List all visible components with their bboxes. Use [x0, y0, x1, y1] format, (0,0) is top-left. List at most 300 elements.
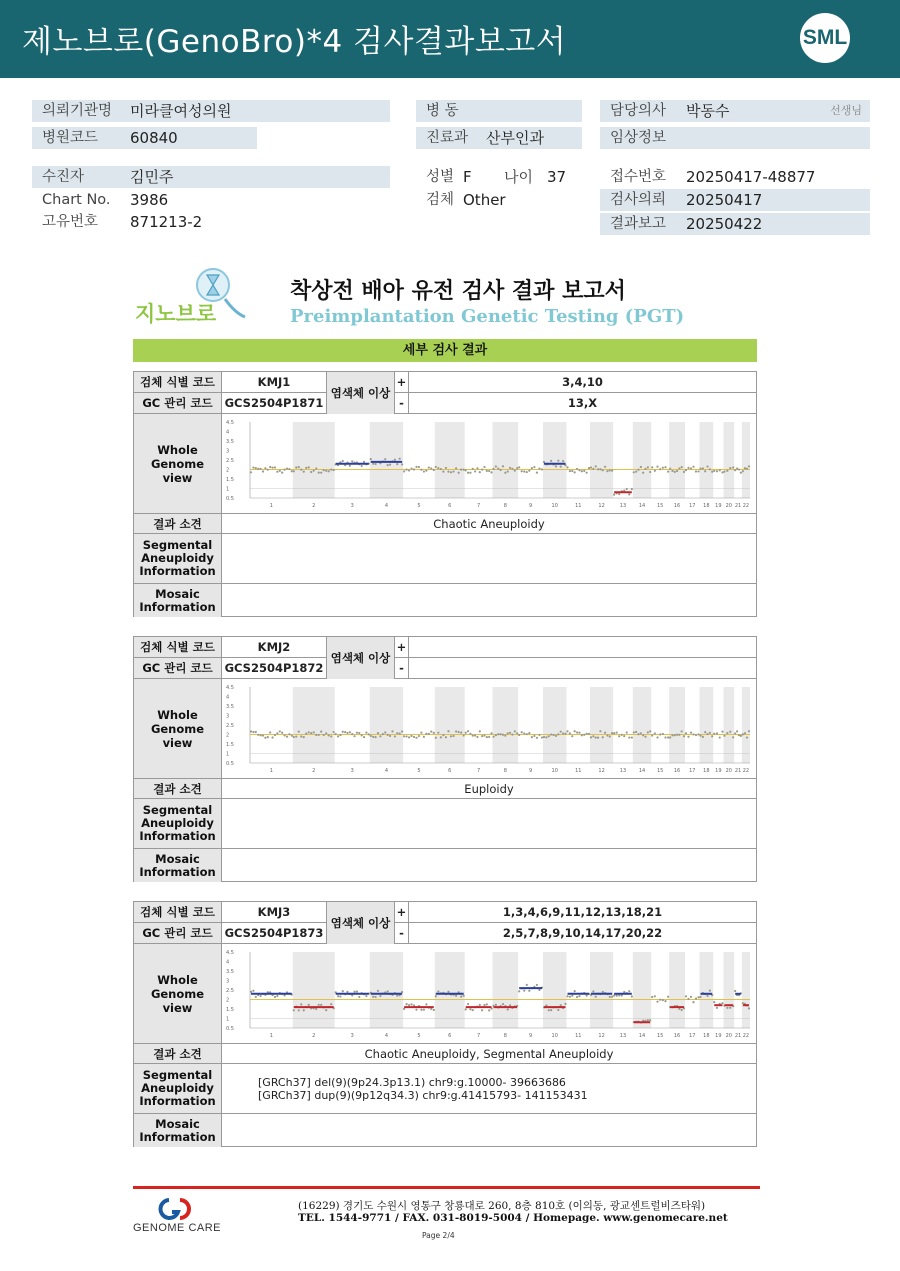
whole-genome-label: Whole Genome view — [134, 679, 222, 778]
copy-number-point — [533, 466, 535, 468]
doctor-field — [600, 100, 870, 122]
copy-number-point — [571, 735, 573, 737]
chromosome-band — [742, 422, 750, 498]
copy-number-point — [460, 469, 462, 471]
gc-code-row — [134, 393, 756, 414]
y-tick-label: 1.5 — [226, 742, 234, 748]
copy-number-point — [604, 466, 606, 468]
copy-number-point — [723, 471, 725, 473]
x-tick-label: 15 — [656, 768, 664, 774]
copy-number-point — [742, 1002, 744, 1004]
receipt-label: 접수번호 — [610, 169, 667, 185]
segmental-value — [222, 1064, 756, 1113]
chromosome-band — [700, 687, 714, 763]
copy-number-point — [286, 736, 288, 738]
copy-number-point — [481, 735, 483, 737]
copy-number-point — [748, 730, 750, 732]
x-tick-label: 11 — [575, 1033, 582, 1039]
copy-number-point — [671, 734, 673, 736]
copy-number-point — [676, 470, 678, 472]
copy-number-point — [425, 733, 427, 735]
copy-number-point — [560, 1004, 562, 1006]
copy-number-point — [271, 466, 273, 468]
copy-number-point — [609, 735, 611, 737]
copy-number-point — [695, 734, 697, 736]
doctor-honorific: 선생님 — [830, 104, 862, 117]
report-date-label: 결과보고 — [610, 216, 667, 232]
copy-number-point — [586, 995, 588, 997]
age-label: 나이 — [504, 168, 533, 186]
uid-value: 871213-2 — [130, 213, 203, 231]
y-tick-label: 2.5 — [226, 988, 234, 994]
copy-number-point — [740, 472, 742, 474]
copy-number-point — [721, 471, 723, 473]
x-tick-label: 18 — [703, 768, 710, 774]
copy-number-point — [692, 466, 694, 468]
copy-number-point — [555, 735, 557, 737]
copy-number-point — [365, 995, 367, 997]
copy-number-point — [318, 734, 320, 736]
copy-number-point — [576, 731, 578, 733]
copy-number-point — [288, 468, 290, 470]
copy-number-point — [528, 732, 530, 734]
copy-number-point — [291, 470, 293, 472]
copy-number-point — [442, 734, 444, 736]
copy-number-point — [595, 465, 597, 467]
segmental-value — [222, 534, 756, 583]
copy-number-point — [315, 467, 317, 469]
copy-number-point — [374, 736, 376, 738]
copy-number-point — [365, 731, 367, 733]
x-tick-label: 8 — [503, 768, 507, 774]
y-tick-label: 2 — [226, 997, 230, 1004]
copy-number-point — [583, 470, 585, 472]
copy-number-point — [704, 470, 706, 472]
copy-number-point — [502, 734, 504, 736]
copy-number-point — [420, 732, 422, 734]
chromosome-band — [370, 687, 403, 763]
result-value: Chaotic Aneuploidy — [433, 516, 545, 531]
copy-number-point — [428, 466, 430, 468]
x-tick-label: 2 — [312, 768, 316, 774]
copy-number-point — [595, 737, 597, 739]
chromosome-band — [543, 687, 567, 763]
ward-label: 병 동 — [426, 103, 459, 119]
copy-number-point — [500, 469, 502, 471]
gain-chromosomes: 1,3,4,6,9,11,12,13,18,21 — [502, 905, 663, 919]
copy-number-point — [264, 737, 266, 739]
copy-number-point — [656, 736, 658, 738]
gain-sign: + — [395, 902, 409, 922]
x-tick-label: 10 — [551, 768, 558, 774]
chromosome-band — [293, 952, 335, 1028]
copy-number-point — [353, 991, 355, 993]
copy-number-point — [410, 467, 412, 469]
genobro-logo — [135, 265, 247, 325]
copy-number-point — [526, 984, 528, 986]
copy-number-point — [313, 731, 315, 733]
copy-number-point — [528, 990, 530, 992]
copy-number-point — [300, 1003, 302, 1005]
copy-number-point — [291, 735, 293, 737]
chromosome-band — [590, 422, 613, 498]
copy-number-point — [447, 471, 449, 473]
x-tick-label: 7 — [477, 768, 481, 774]
y-tick-label: 2 — [226, 732, 230, 739]
chromosome-band — [669, 952, 685, 1028]
copy-number-point — [578, 732, 580, 734]
sample-panel-1 — [133, 371, 757, 617]
copy-number-point — [640, 732, 642, 734]
copy-number-point — [611, 470, 613, 472]
report-header — [0, 0, 900, 78]
copy-number-point — [514, 730, 516, 732]
sample-panel-3 — [133, 901, 757, 1147]
copy-number-point — [339, 734, 341, 736]
copy-number-point — [328, 470, 330, 472]
specimen-value: Other — [463, 191, 506, 209]
copy-number-point — [465, 1008, 467, 1010]
copy-number-point — [293, 736, 295, 738]
copy-number-point — [293, 1009, 295, 1011]
y-tick-label: 0.5 — [226, 496, 234, 502]
copy-number-point — [609, 469, 611, 471]
x-tick-label: 19 — [715, 1033, 722, 1039]
copy-number-point — [313, 470, 315, 472]
copy-number-point — [465, 469, 467, 471]
copy-number-point — [315, 734, 317, 736]
copy-number-point — [435, 995, 437, 997]
x-tick-label: 9 — [528, 1033, 533, 1039]
copy-number-point — [325, 732, 327, 734]
copy-number-point — [590, 466, 592, 468]
copy-number-point — [437, 990, 439, 992]
copy-number-point — [734, 469, 736, 471]
copy-number-point — [274, 996, 276, 998]
copy-number-point — [592, 735, 594, 737]
copy-number-point — [726, 732, 728, 734]
copy-number-point — [664, 736, 666, 738]
copy-number-point — [374, 996, 376, 998]
mosaic-label: Mosaic Information — [134, 1114, 222, 1147]
copy-number-point — [541, 468, 543, 470]
copy-number-point — [662, 999, 664, 1001]
copy-number-point — [377, 732, 379, 734]
copy-number-point — [396, 463, 398, 465]
copy-number-point — [379, 735, 381, 737]
x-tick-label: 18 — [703, 1033, 710, 1039]
copy-number-point — [578, 995, 580, 997]
copy-number-point — [588, 733, 590, 735]
footer-contact: TEL. 1544-9771 / FAX. 031-8019-5004 / Homepage. www.genomecare.net — [298, 1212, 728, 1224]
copy-number-point — [626, 488, 628, 490]
genome-plot-svg — [222, 414, 756, 513]
y-tick-label: 3.5 — [226, 969, 234, 975]
chromosome-band — [370, 422, 403, 498]
x-tick-label: 3 — [350, 768, 354, 774]
chromosome-band — [633, 422, 651, 498]
copy-number-point — [644, 736, 646, 738]
sample-panel-2 — [133, 636, 757, 882]
age-value: 37 — [547, 168, 567, 186]
copy-number-point — [618, 493, 620, 495]
copy-number-point — [685, 995, 687, 997]
copy-number-point — [303, 736, 305, 738]
copy-number-point — [516, 467, 518, 469]
mosaic-row — [134, 1114, 756, 1147]
copy-number-point — [734, 732, 736, 734]
copy-number-point — [458, 472, 460, 474]
copy-number-point — [476, 736, 478, 738]
copy-number-point — [604, 732, 606, 734]
copy-number-point — [346, 732, 348, 734]
copy-number-point — [516, 732, 518, 734]
mosaic-label: Mosaic Information — [134, 584, 222, 617]
chromosome-band — [669, 687, 685, 763]
copy-number-point — [656, 466, 658, 468]
copy-number-point — [259, 468, 261, 470]
copy-number-point — [560, 731, 562, 733]
copy-number-point — [690, 467, 692, 469]
copy-number-point — [518, 990, 520, 992]
copy-number-point — [704, 731, 706, 733]
copy-number-point — [250, 991, 252, 993]
copy-number-point — [437, 467, 439, 469]
copy-number-point — [288, 733, 290, 735]
copy-number-point — [358, 996, 360, 998]
copy-number-point — [303, 1009, 305, 1011]
copy-number-point — [418, 466, 420, 468]
copy-number-point — [507, 470, 509, 472]
y-tick-label: 2.5 — [226, 458, 234, 464]
copy-number-point — [656, 1001, 658, 1003]
copy-number-point — [734, 990, 736, 992]
copy-number-point — [330, 1003, 332, 1005]
copy-number-point — [259, 734, 261, 736]
copy-number-point — [488, 470, 490, 472]
copy-number-point — [566, 995, 568, 997]
y-tick-label: 2.5 — [226, 723, 234, 729]
uid-field — [32, 211, 390, 233]
loss-chromosomes — [409, 658, 756, 678]
copy-number-point — [286, 467, 288, 469]
x-tick-label: 7 — [477, 503, 481, 509]
request-date-field — [600, 189, 870, 211]
copy-number-point — [387, 990, 389, 992]
copy-number-point — [337, 995, 339, 997]
copy-number-point — [576, 996, 578, 998]
copy-number-point — [562, 732, 564, 734]
chromosome-band — [493, 422, 519, 498]
copy-number-point — [502, 465, 504, 467]
copy-number-point — [744, 732, 746, 734]
copy-number-point — [452, 735, 454, 737]
copy-number-point — [592, 990, 594, 992]
specimen-id-label: 검체 식별 코드 — [134, 902, 222, 922]
report-title: 착상전 배아 유전 검사 결과 보고서 — [290, 279, 626, 304]
copy-number-point — [387, 734, 389, 736]
copy-number-point — [560, 466, 562, 468]
copy-number-point — [662, 733, 664, 735]
report-date-value: 20250422 — [686, 215, 763, 233]
copy-number-point — [702, 736, 704, 738]
copy-number-point — [486, 736, 488, 738]
genome-care-name: GENOME CARE — [133, 1222, 222, 1234]
copy-number-point — [637, 733, 639, 735]
copy-number-point — [310, 732, 312, 734]
mosaic-value — [222, 1114, 756, 1147]
chromosome-band — [493, 687, 519, 763]
report-subtitle: Preimplantation Genetic Testing (PGT) — [290, 306, 685, 327]
copy-number-point — [379, 995, 381, 997]
x-tick-label: 14 — [638, 1033, 646, 1039]
copy-number-point — [279, 470, 281, 472]
hospital-code-label: 병원코드 — [42, 130, 99, 146]
copy-number-point — [748, 465, 750, 467]
copy-number-point — [536, 984, 538, 986]
copy-number-point — [586, 472, 588, 474]
copy-number-point — [574, 471, 576, 473]
copy-number-point — [729, 467, 731, 469]
copy-number-point — [333, 469, 335, 471]
copy-number-point — [349, 731, 351, 733]
copy-number-point — [538, 734, 540, 736]
copy-number-point — [486, 470, 488, 472]
copy-number-point — [545, 736, 547, 738]
chart-value: 3986 — [130, 191, 169, 209]
copy-number-point — [420, 469, 422, 471]
copy-number-point — [631, 995, 633, 997]
copy-number-point — [458, 731, 460, 733]
x-tick-label: 20 — [725, 1033, 733, 1039]
copy-number-point — [415, 466, 417, 468]
chromosome-band — [669, 422, 685, 498]
x-tick-label: 5 — [417, 503, 421, 509]
receipt-field — [600, 166, 870, 188]
copy-number-point — [746, 736, 748, 738]
ward-field — [416, 100, 582, 122]
copy-number-point — [669, 736, 671, 738]
copy-number-point — [250, 471, 252, 473]
gain-sign: + — [395, 637, 409, 657]
copy-number-point — [403, 735, 405, 737]
copy-number-point — [746, 468, 748, 470]
specimen-id-row — [134, 637, 756, 665]
result-label: 결과 소견 — [134, 514, 222, 533]
copy-number-point — [349, 465, 351, 467]
copy-number-point — [644, 468, 646, 470]
copy-number-point — [588, 467, 590, 469]
copy-number-point — [372, 736, 374, 738]
copy-number-point — [509, 732, 511, 734]
genome-plot-svg — [222, 944, 756, 1043]
copy-number-point — [425, 1003, 427, 1005]
copy-number-point — [410, 735, 412, 737]
copy-number-point — [681, 730, 683, 732]
sex-label: 성별 — [426, 169, 455, 185]
copy-number-point — [467, 472, 469, 474]
copy-number-point — [528, 470, 530, 472]
copy-number-point — [631, 736, 633, 738]
copy-number-point — [685, 732, 687, 734]
copy-number-point — [602, 469, 604, 471]
copy-number-point — [555, 465, 557, 467]
copy-number-point — [472, 468, 474, 470]
copy-number-point — [391, 730, 393, 732]
genome-plot-svg — [222, 679, 756, 778]
copy-number-point — [303, 470, 305, 472]
x-tick-label: 6 — [448, 768, 452, 774]
copy-number-point — [623, 735, 625, 737]
copy-number-point — [342, 460, 344, 462]
copy-number-point — [497, 733, 499, 735]
copy-number-point — [353, 735, 355, 737]
copy-number-point — [523, 990, 525, 992]
copy-number-point — [483, 466, 485, 468]
copy-number-point — [384, 458, 386, 460]
section-title-bar: 세부 검사 결과 — [133, 339, 757, 362]
uid-label: 고유번호 — [42, 214, 99, 230]
y-tick-label: 3 — [226, 448, 230, 455]
copy-number-point — [621, 734, 623, 736]
copy-number-point — [271, 736, 273, 738]
copy-number-point — [408, 469, 410, 471]
copy-number-point — [342, 990, 344, 992]
doctor-value: 박동수 — [686, 102, 730, 120]
copy-number-point — [709, 732, 711, 734]
copy-number-point — [564, 1003, 566, 1005]
y-tick-label: 1 — [226, 1016, 230, 1023]
copy-number-point — [531, 467, 533, 469]
copy-number-point — [566, 730, 568, 732]
copy-number-point — [337, 735, 339, 737]
copy-number-point — [267, 469, 269, 471]
chromosome-band — [293, 687, 335, 763]
institution-field — [32, 100, 390, 122]
loss-sign: - — [395, 658, 409, 678]
copy-number-point — [697, 470, 699, 472]
copy-number-point — [659, 733, 661, 735]
copy-number-point — [351, 460, 353, 462]
result-row — [134, 1044, 756, 1064]
copy-number-point — [428, 733, 430, 735]
copy-number-point — [523, 732, 525, 734]
x-tick-label: 21 — [734, 1033, 742, 1039]
copy-number-point — [685, 469, 687, 471]
copy-number-point — [550, 1009, 552, 1011]
mosaic-value — [222, 584, 756, 617]
copy-number-point — [633, 731, 635, 733]
copy-number-point — [574, 990, 576, 992]
x-tick-label: 11 — [575, 768, 582, 774]
chromosome-band — [543, 952, 567, 1028]
copy-number-point — [671, 470, 673, 472]
copy-number-point — [372, 996, 374, 998]
y-tick-label: 1 — [226, 751, 230, 758]
copy-number-point — [602, 991, 604, 993]
x-tick-label: 11 — [575, 503, 582, 509]
copy-number-point — [295, 466, 297, 468]
copy-number-point — [433, 732, 435, 734]
copy-number-point — [433, 1009, 435, 1011]
copy-number-point — [472, 735, 474, 737]
copy-number-point — [467, 730, 469, 732]
copy-number-point — [276, 471, 278, 473]
chromosome-band — [723, 422, 734, 498]
copy-number-point — [308, 1004, 310, 1006]
copy-number-point — [330, 469, 332, 471]
whole-genome-row — [134, 679, 756, 779]
